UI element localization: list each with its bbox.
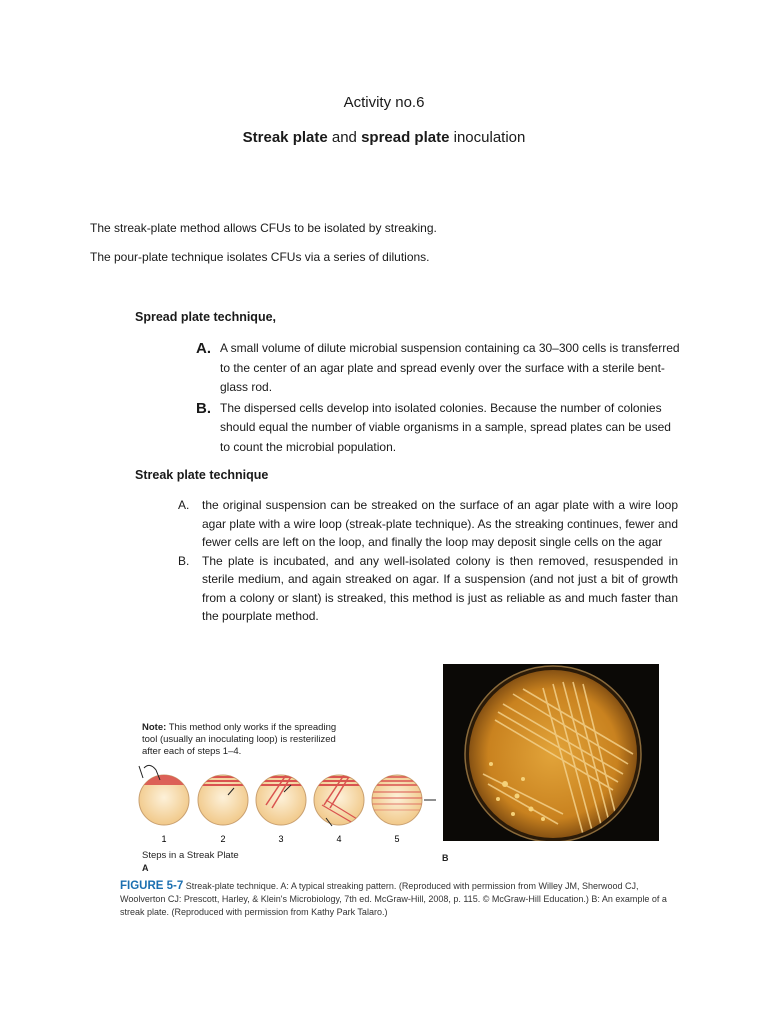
list-item [196,339,682,398]
streak-heading-text: Streak plate technique [135,468,269,482]
streak-plate-heading [135,468,268,482]
plate-step-4 [314,775,364,826]
subtitle-inoculation: inoculation [449,129,526,146]
streak-plate-photo [443,664,659,841]
streak-plate-list [178,496,678,626]
subtitle-streak-plate: Streak plate [242,129,328,146]
list-item [196,399,682,458]
step-label-5: 5 [394,834,400,844]
steps-caption: Steps in a Streak Plate [142,850,239,861]
list-item [178,552,678,626]
list-text: The plate is incubated, and any well-isolated colony is then removed, resuspended in sterile medium, and again streaked on agar. If a suspension (and not just a bit of growth from a colony or slant) is streaked, this method is just as reliable as and much faster than the pourplate method. [202,553,678,623]
list-marker: B. [196,399,211,417]
plate-step-5 [372,775,422,825]
list-text: the original suspension can be streaked on the surface of an agar plate with a wire loop agar plate with a wire loop (streak-plate technique). As the streaking continues, fewer and fewer cells are left on the loop, and finally the loop may deposit single cells on the agar [202,498,678,549]
spread-plate-list [196,339,682,458]
list-text: The dispersed cells develop into isolated colonies. Because the number of colonies should equal the number of viable organisms in a sample, spread plates can be used to count the microbial population. [220,400,671,454]
subtitle-spread-plate: spread plate [361,129,450,146]
agar-plate-image [443,664,659,841]
note-text: This method only works if the spreading tool (usually an inoculating loop) is resterilized after each of steps 1–4. [142,722,337,757]
list-item [178,496,678,552]
figure-caption [120,880,680,919]
panel-label-b: B [442,853,449,863]
step-label-4: 4 [336,834,342,844]
plate-step-3 [256,775,306,825]
activity-title: Activity no.6 [343,94,425,111]
intro-streak-plate: The streak-plate method allows CFUs to be isolated by streaking. [90,221,437,235]
subtitle-and: and [327,129,362,146]
step-label-1: 1 [161,834,167,844]
panel-label-a: A [142,863,149,873]
note-label: Note: [142,722,167,733]
figure-note [142,722,342,758]
step-label-3: 3 [278,834,284,844]
caption-figure-number: FIGURE 5-7 [120,880,184,892]
spread-plate-heading: Spread plate technique, [135,310,277,324]
step-label-2: 2 [220,834,226,844]
list-marker: A. [178,498,190,512]
intro-pour-plate: The pour-plate technique isolates CFUs via a series of dilutions. [90,250,430,264]
list-text: A small volume of dilute microbial suspension containing ca 30–300 cells is transferred to the center of an agar plate and spread evenly over the surface with a sterile bent-glass rod. [220,341,680,394]
plate-step-1 [136,765,196,825]
plate-step-2 [198,775,248,825]
list-marker: A. [196,340,211,357]
list-marker: B. [178,553,190,568]
streak-steps-diagram [136,760,436,850]
caption-text: Streak-plate technique. A: A typical streaking pattern. (Reproduced with permission from Willey JM, Sherwood CJ, Woolverton CJ: Prescott, Harley, & Klein's Microbiology, 7th ed. McGraw-Hill, 2008, p. 115. © McGraw-Hill Education.) B: An example of a streak plate. (Reproduced with permission from Kathy Park Talaro.) [120,881,667,917]
activity-subtitle [0,129,768,146]
